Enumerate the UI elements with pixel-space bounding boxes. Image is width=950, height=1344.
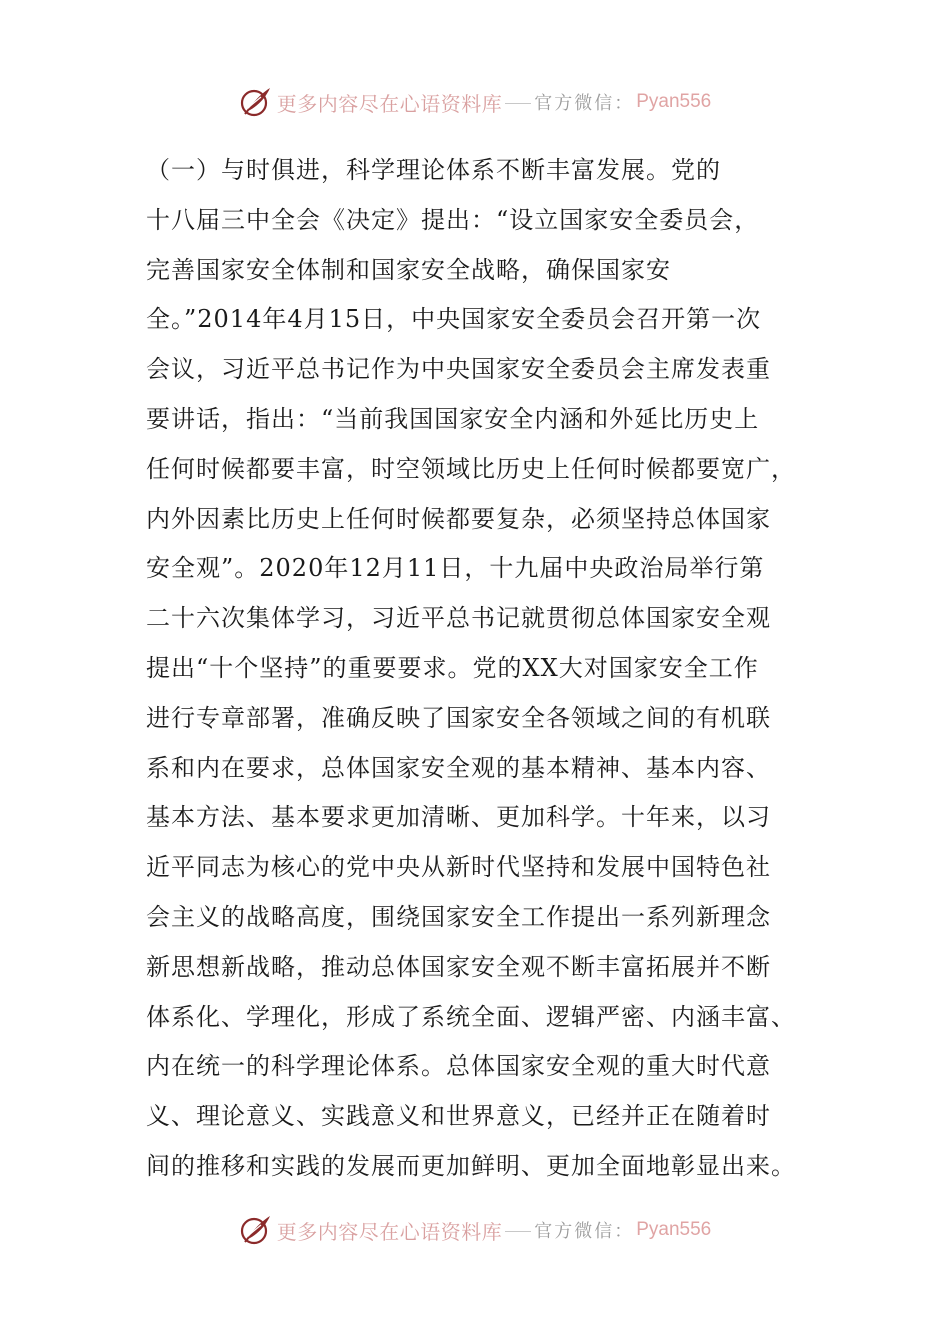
text-line: 新思想新战略，推动总体国家安全观不断丰富拓展并不断	[146, 952, 771, 981]
text-line: 内在统一的科学理论体系。总体国家安全观的重大时代意	[146, 1052, 771, 1081]
text-line: 全。”2014年4月15日，中央国家安全委员会召开第一次	[146, 305, 762, 334]
text-line: 内外因素比历史上任何时候都要复杂，必须坚持总体国家	[146, 504, 771, 533]
document-body	[146, 146, 806, 1192]
text-line: 进行专章部署，准确反映了国家安全各领域之间的有机联	[146, 703, 771, 732]
banner-site-name: 更多内容尽在心语资料库	[276, 91, 503, 116]
text-line: 义、理论意义、实践意义和世界意义，已经并正在随着时	[146, 1102, 771, 1131]
banner-site-name: 更多内容尽在心语资料库	[276, 1219, 503, 1244]
banner-wechat-label: 官方微信：	[534, 1221, 635, 1242]
text-line: 任何时候都要丰富，时空领域比历史上任何时候都要宽广，	[146, 454, 796, 483]
text-line: 安全观”。2020年12月11日，十九届中央政治局举行第	[146, 554, 765, 583]
text-line: 体系化、学理化，形成了系统全面、逻辑严密、内涵丰富、	[146, 1002, 796, 1031]
banner-wechat-id: Pyan556	[636, 1219, 712, 1240]
banner-dash	[505, 1231, 531, 1232]
text-line: 间的推移和实践的发展而更加鲜明、更加全面地彰显出来。	[146, 1151, 796, 1180]
quill-logo-icon	[239, 85, 273, 119]
text-line: 十八届三中全会《决定》提出：“设立国家安全委员会，	[146, 205, 760, 234]
text-line: 基本方法、基本要求更加清晰、更加科学。十年来，以习	[146, 803, 771, 832]
header-banner	[0, 82, 950, 122]
text-line: 会议，习近平总书记作为中央国家安全委员会主席发表重	[146, 355, 771, 384]
text-line: 近平同志为核心的党中央从新时代坚持和发展中国特色社	[146, 853, 771, 882]
text-line: （一）与时俱进，科学理论体系不断丰富发展。党的	[146, 156, 721, 184]
footer-banner	[0, 1210, 950, 1250]
text-line: 二十六次集体学习，习近平总书记就贯彻总体国家安全观	[146, 604, 771, 633]
quill-logo-icon	[239, 1213, 273, 1247]
text-line: 会主义的战略高度，围绕国家安全工作提出一系列新理念	[146, 902, 771, 931]
text-line: 要讲话，指出：“当前我国国家安全内涵和外延比历史上	[146, 404, 760, 433]
text-line: 完善国家安全体制和国家安全战略，确保国家安	[146, 255, 671, 284]
banner-wechat-id: Pyan556	[636, 91, 712, 112]
text-line: 系和内在要求，总体国家安全观的基本精神、基本内容、	[146, 753, 771, 782]
banner-wechat-label: 官方微信：	[534, 93, 635, 114]
text-line: 提出“十个坚持”的重要要求。党的XX大对国家安全工作	[146, 653, 759, 682]
banner-dash	[505, 103, 531, 104]
